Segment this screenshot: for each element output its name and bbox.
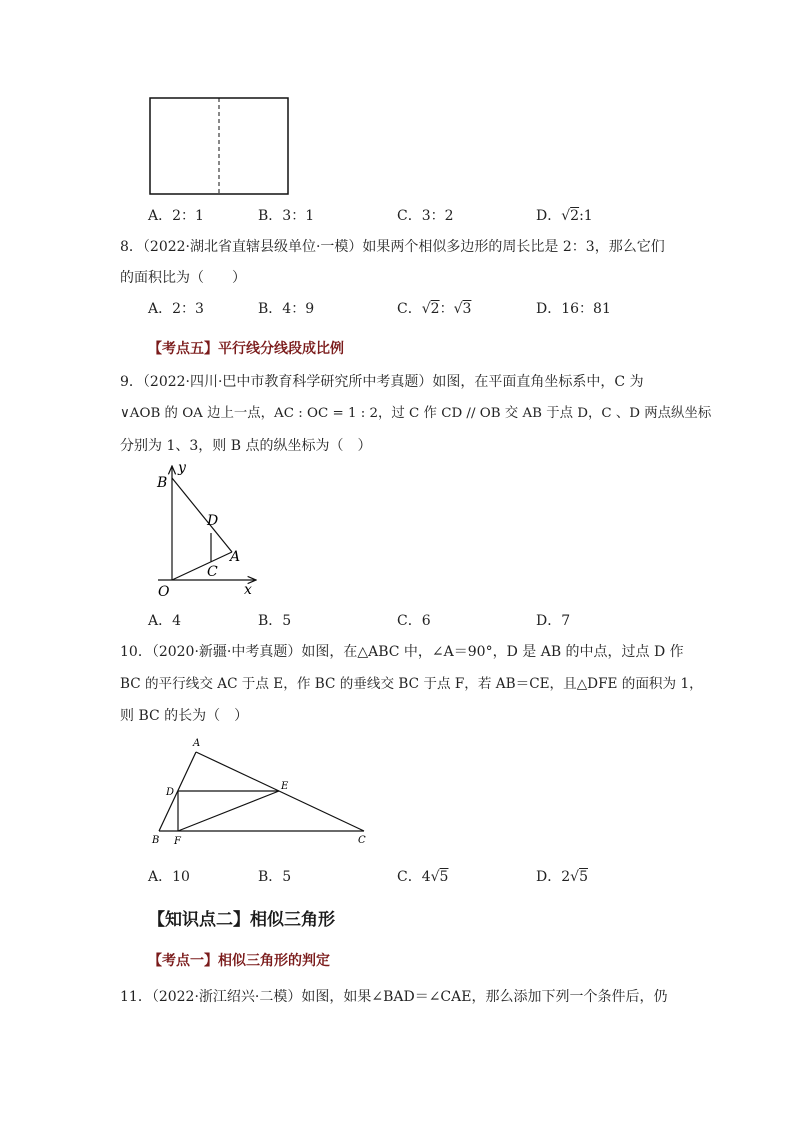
q10-option-c-label: C．4 xyxy=(397,869,431,885)
q10-stem-line3: 则 BC 的长为（ ） xyxy=(120,708,249,724)
label-f: F xyxy=(174,836,181,847)
label-b: B xyxy=(152,835,160,846)
q7-option-c[interactable]: C．3：2 xyxy=(397,208,454,224)
q9-stem-line3: 分别为 1、3，则 B 点的纵坐标为（ ） xyxy=(120,438,372,454)
knowledge2-heading xyxy=(148,905,335,930)
segment-fe xyxy=(178,791,279,831)
q7-option-d-label: D． xyxy=(536,208,562,224)
knowledge2-title: 相似三角形 xyxy=(250,910,335,930)
q8-option-b[interactable]: B．4：9 xyxy=(258,301,315,317)
q8-option-c-label: C． xyxy=(397,301,422,317)
q11-stem-line1: 11．（2022·浙江绍兴·二模）如图，如果∠BAD＝∠CAE，那么添加下列一个条件后，仍 xyxy=(120,989,668,1005)
label-a: A xyxy=(193,738,201,749)
label-c: C xyxy=(358,835,366,846)
section1-bracket: 【考点一】 xyxy=(148,953,218,969)
q10-option-d-label: D．2 xyxy=(536,869,571,885)
q10-option-a[interactable]: A．10 xyxy=(148,869,190,885)
q8-option-c-sep: ： xyxy=(439,301,454,317)
section5-bracket: 【考点五】 xyxy=(148,341,218,357)
q8-option-c[interactable] xyxy=(397,299,471,319)
q9-option-b[interactable]: B．5 xyxy=(258,613,292,629)
label-c: C xyxy=(207,564,218,580)
q8-option-c-radicand1: 2 xyxy=(430,301,440,317)
q10-stem-line2: BC 的平行线交 AC 于点 E，作 BC 的垂线交 BC 于点 F，若 AB＝CE，且△DFE 的面积为 1， xyxy=(120,676,703,692)
sqrt-symbol: √ xyxy=(561,208,571,224)
segment-oa xyxy=(172,552,232,580)
section5-heading xyxy=(148,338,344,358)
section5-title: 平行线分线段成比例 xyxy=(218,341,344,357)
knowledge2-bracket: 【知识点二】 xyxy=(148,910,250,930)
q9-stem-line2: ∨AOB 的 OA 边上一点，AC : OC = 1 : 2，过 C 作 CD // OB 交 AB 于点 D，C 、D 两点纵坐标 xyxy=(120,406,712,421)
q9-option-d[interactable]: D．7 xyxy=(536,613,571,629)
q9-coordinate-figure xyxy=(148,460,266,602)
label-y: y xyxy=(178,460,186,476)
q10-option-d-radicand: 5 xyxy=(579,869,588,885)
q10-stem-line1: 10．（2020·新疆·中考真题）如图，在△ABC 中，∠A＝90°，D 是 AB 的中点，过点 D 作 xyxy=(120,644,684,660)
sqrt-symbol: √ xyxy=(430,869,440,885)
q7-option-a[interactable]: A．2：1 xyxy=(148,208,204,224)
sqrt-symbol: √ xyxy=(570,869,580,885)
q8-option-c-radicand2: 3 xyxy=(462,301,472,317)
label-b: B xyxy=(157,475,168,491)
q8-option-a[interactable]: A．2：3 xyxy=(148,301,204,317)
q10-option-d[interactable] xyxy=(536,867,588,887)
section1-heading xyxy=(148,950,330,970)
label-d: D xyxy=(166,787,175,798)
q7-option-d-radicand: 2 xyxy=(570,208,580,224)
q10-triangle-figure xyxy=(148,735,378,851)
section1-title: 相似三角形的判定 xyxy=(218,953,330,969)
q8-stem-line2: 的面积比为（ ） xyxy=(120,270,246,286)
q9-stem-line1: 9．（2022·四川·巴中市教育科学研究所中考真题）如图，在平面直角坐标系中，C 为 xyxy=(120,374,644,390)
q8-stem-line1: 8．（2022·湖北省直辖县级单位·一模）如果两个相似多边形的周长比是 2：3，那么它们 xyxy=(120,239,665,255)
label-o: O xyxy=(158,584,170,600)
q10-option-c-radicand: 5 xyxy=(439,869,449,885)
q7-option-d[interactable] xyxy=(536,206,593,226)
sqrt-symbol: √ xyxy=(421,301,431,317)
q9-option-c[interactable]: C．6 xyxy=(397,613,431,629)
q9-option-a[interactable]: A．4 xyxy=(148,613,182,629)
q10-option-c[interactable] xyxy=(397,867,448,887)
label-x: x xyxy=(244,582,252,598)
q7-rectangle-figure xyxy=(148,96,290,197)
label-e: E xyxy=(281,781,289,792)
label-d: D xyxy=(207,513,219,529)
q7-option-b[interactable]: B．3：1 xyxy=(258,208,315,224)
q7-option-d-tail: :1 xyxy=(579,208,593,224)
q8-option-d[interactable]: D．16：81 xyxy=(536,301,611,317)
label-a: A xyxy=(230,549,241,565)
sqrt-symbol: √ xyxy=(453,301,463,317)
segment-ba xyxy=(172,478,232,552)
q10-option-b[interactable]: B．5 xyxy=(258,869,292,885)
